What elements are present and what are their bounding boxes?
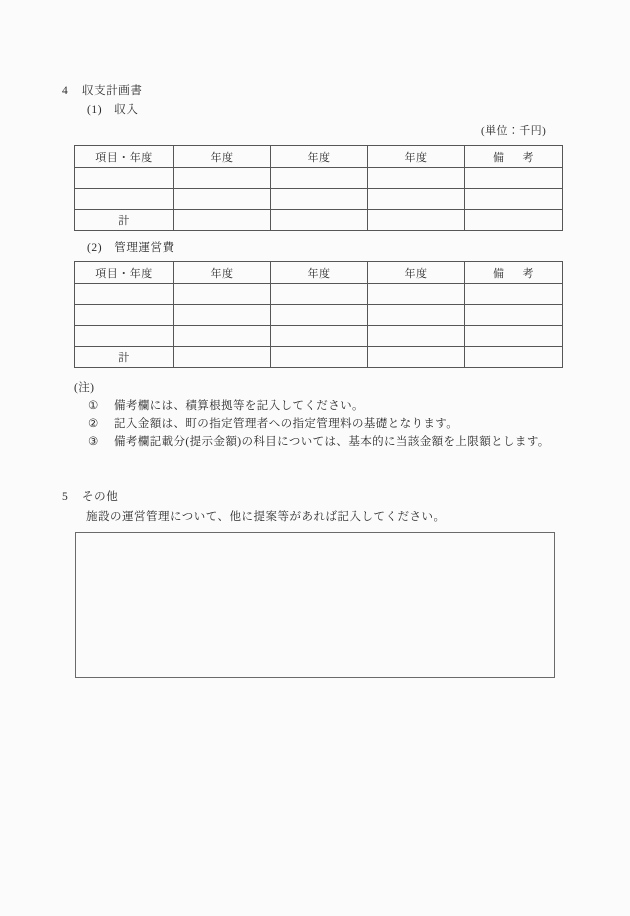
- free-text-area[interactable]: [75, 532, 555, 678]
- section-4-title: 収支計画書: [82, 85, 143, 97]
- note-marker-2: ②: [88, 418, 99, 430]
- note-text-2: 記入金額は、町の指定管理者への指定管理料の基礎となります。: [114, 418, 459, 430]
- table-row: [75, 326, 563, 347]
- note-text-3: 備考欄記載分(提示金額)の科目については、基本的に当該金額を上限額とします。: [114, 436, 550, 448]
- cell-year-3[interactable]: [368, 326, 465, 347]
- table-row: [75, 284, 563, 305]
- section-5-heading: [62, 488, 118, 504]
- cell-total-year-3[interactable]: [368, 347, 465, 368]
- subsection-1-number: (1): [87, 104, 103, 116]
- subsection-1-title: 収入: [114, 104, 139, 116]
- cell-year-2[interactable]: [271, 189, 368, 210]
- income-table: [74, 145, 563, 231]
- section-5-number: 5: [62, 491, 69, 503]
- note-item-3: [88, 433, 550, 449]
- cell-remarks[interactable]: [465, 189, 563, 210]
- note-text-1: 備考欄には、積算根拠等を記入してください。: [114, 400, 364, 412]
- cell-total-year-1[interactable]: [174, 210, 271, 231]
- cell-item[interactable]: [75, 189, 174, 210]
- subsection-1-heading: [87, 101, 138, 117]
- table-header-row: [75, 262, 563, 284]
- cell-remarks[interactable]: [465, 168, 563, 189]
- cell-year-1[interactable]: [174, 168, 271, 189]
- header-cell-remarks: [465, 146, 563, 168]
- header-cell-year-3: 年度: [368, 262, 465, 284]
- section-5-title: その他: [82, 491, 119, 503]
- cell-year-3[interactable]: [368, 189, 465, 210]
- table-row: [75, 189, 563, 210]
- cell-year-2[interactable]: [271, 284, 368, 305]
- header-cell-year-2: 年度: [271, 262, 368, 284]
- table-total-row: [75, 210, 563, 231]
- cell-item[interactable]: [75, 284, 174, 305]
- cell-year-2[interactable]: [271, 305, 368, 326]
- management-cost-table: [74, 261, 563, 368]
- cell-year-3[interactable]: [368, 168, 465, 189]
- section-5-description: 施設の運営管理について、他に提案等があれば記入してください。: [86, 511, 446, 523]
- subsection-2-heading: [87, 239, 175, 255]
- cell-remarks[interactable]: [465, 326, 563, 347]
- header-cell-item: 項目・年度: [75, 262, 174, 284]
- table-row: [75, 168, 563, 189]
- remarks-char-1: 備: [493, 151, 505, 164]
- table-row: [75, 305, 563, 326]
- unit-note: (単位：千円): [481, 125, 547, 137]
- note-item-2: [88, 415, 458, 431]
- header-cell-year-1: 年度: [174, 146, 271, 168]
- cell-total-label: 計: [75, 347, 174, 368]
- header-cell-item: 項目・年度: [75, 146, 174, 168]
- remarks-char-1: 備: [493, 267, 505, 280]
- header-cell-year-1: 年度: [174, 262, 271, 284]
- note-marker-3: ③: [88, 436, 99, 448]
- cell-year-1[interactable]: [174, 284, 271, 305]
- cell-total-label: 計: [75, 210, 174, 231]
- table-total-row: [75, 347, 563, 368]
- remarks-char-2: 考: [522, 151, 534, 164]
- cell-total-remarks[interactable]: [465, 210, 563, 231]
- table-header-row: [75, 146, 563, 168]
- notes-label: (注): [74, 382, 95, 394]
- cell-item[interactable]: [75, 168, 174, 189]
- header-cell-remarks: [465, 262, 563, 284]
- cell-total-year-1[interactable]: [174, 347, 271, 368]
- section-4-heading: [62, 82, 143, 98]
- cell-total-year-2[interactable]: [271, 347, 368, 368]
- cell-total-year-3[interactable]: [368, 210, 465, 231]
- cell-year-1[interactable]: [174, 305, 271, 326]
- cell-total-year-2[interactable]: [271, 210, 368, 231]
- cell-item[interactable]: [75, 326, 174, 347]
- note-marker-1: ①: [88, 400, 99, 412]
- remarks-char-2: 考: [522, 267, 534, 280]
- cell-year-3[interactable]: [368, 284, 465, 305]
- section-4-number: 4: [62, 85, 69, 97]
- header-cell-year-2: 年度: [271, 146, 368, 168]
- cell-total-remarks[interactable]: [465, 347, 563, 368]
- subsection-2-number: (2): [87, 242, 103, 254]
- cell-year-1[interactable]: [174, 189, 271, 210]
- cell-year-2[interactable]: [271, 326, 368, 347]
- note-item-1: [88, 397, 364, 413]
- cell-year-3[interactable]: [368, 305, 465, 326]
- cell-remarks[interactable]: [465, 305, 563, 326]
- cell-year-1[interactable]: [174, 326, 271, 347]
- cell-remarks[interactable]: [465, 284, 563, 305]
- header-cell-year-3: 年度: [368, 146, 465, 168]
- subsection-2-title: 管理運営費: [114, 242, 175, 254]
- cell-year-2[interactable]: [271, 168, 368, 189]
- cell-item[interactable]: [75, 305, 174, 326]
